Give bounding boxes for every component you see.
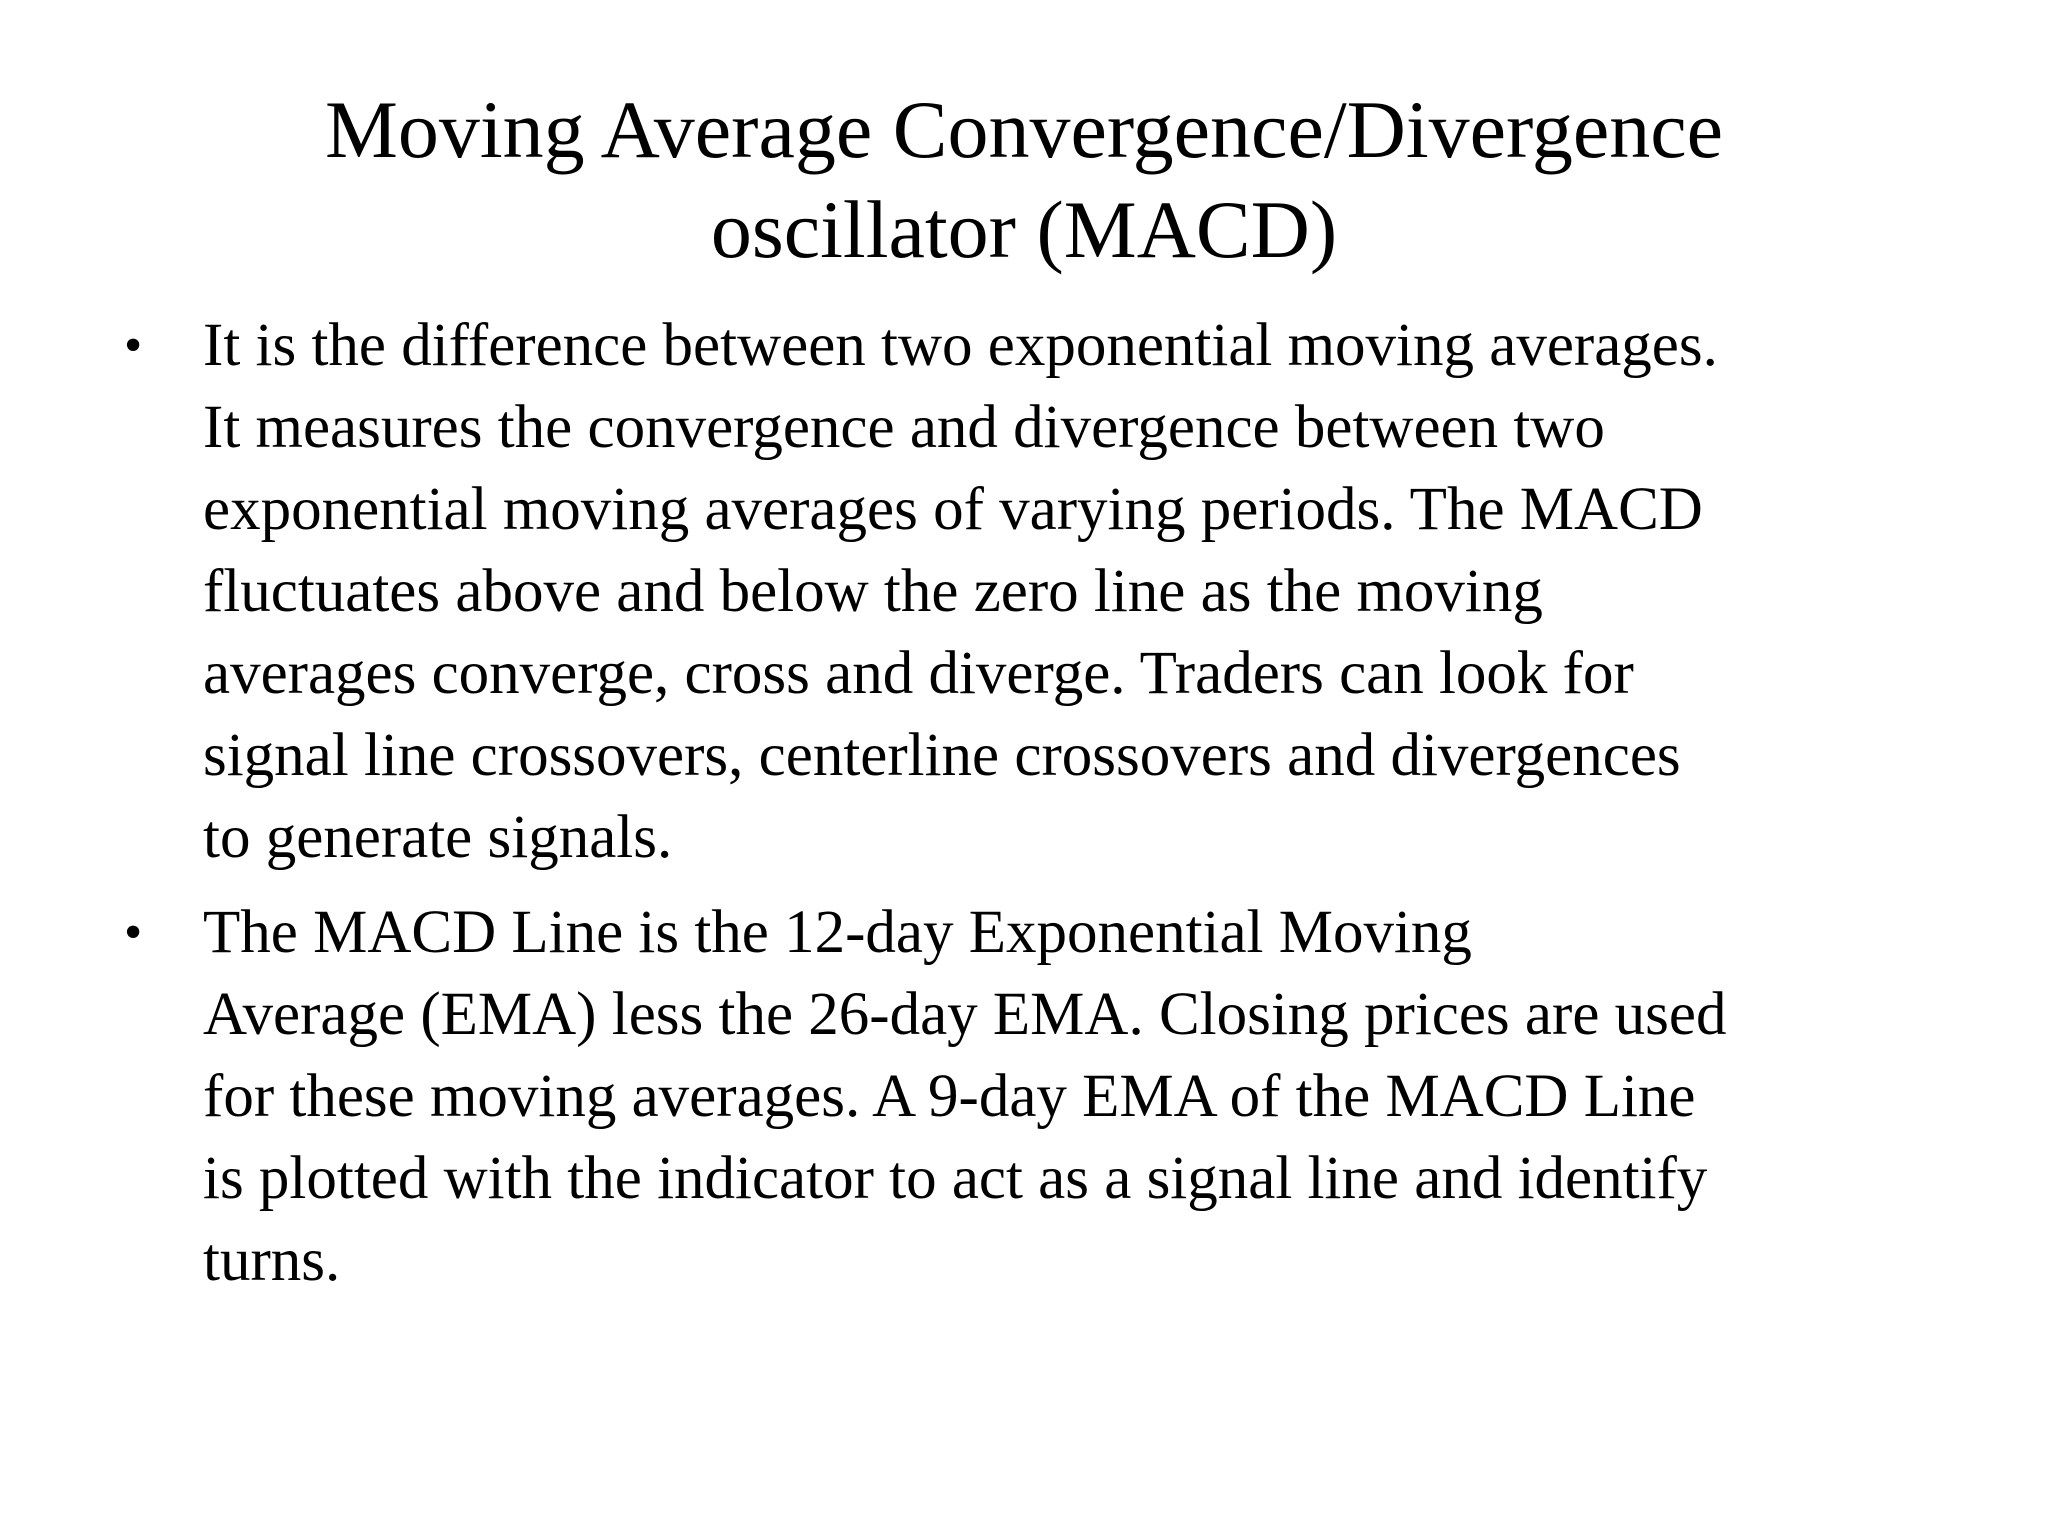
bullet-1-line-6: signal line crossovers, centerline crossovers and divergences (203, 722, 1681, 789)
bullet-list (124, 305, 1954, 1315)
bullet-2-line-2: Average (EMA) less the 26-day EMA. Closing prices are used (203, 981, 1727, 1048)
bullet-item-2 (124, 892, 1954, 1302)
bullet-2-line-5: turns. (203, 1227, 341, 1294)
bullet-2-line-1: The MACD Line is the 12-day Exponential Moving (203, 899, 1472, 966)
title-line-1: Moving Average Convergence/Divergence (324, 84, 1724, 175)
slide-title (150, 80, 1898, 280)
bullet-item-1 (124, 305, 1954, 879)
bullet-1-line-5: averages converge, cross and diverge. Traders can look for (203, 640, 1634, 707)
bullet-2-line-4: is plotted with the indicator to act as a signal line and identify (203, 1145, 1708, 1212)
bullet-1-line-4: fluctuates above and below the zero line as the moving (203, 558, 1543, 625)
bullet-marker: • (124, 904, 143, 961)
bullet-marker: • (124, 317, 143, 374)
bullet-1-line-1: It is the difference between two exponential moving averages. (203, 312, 1718, 379)
title-line-2: oscillator (MACD) (710, 184, 1338, 275)
bullet-1-line-7: to generate signals. (203, 804, 673, 871)
bullet-2-line-3: for these moving averages. A 9-day EMA of the MACD Line (203, 1063, 1696, 1130)
bullet-1-line-2: It measures the convergence and divergence between two (203, 394, 1605, 461)
bullet-1-line-3: exponential moving averages of varying periods. The MACD (203, 476, 1703, 543)
